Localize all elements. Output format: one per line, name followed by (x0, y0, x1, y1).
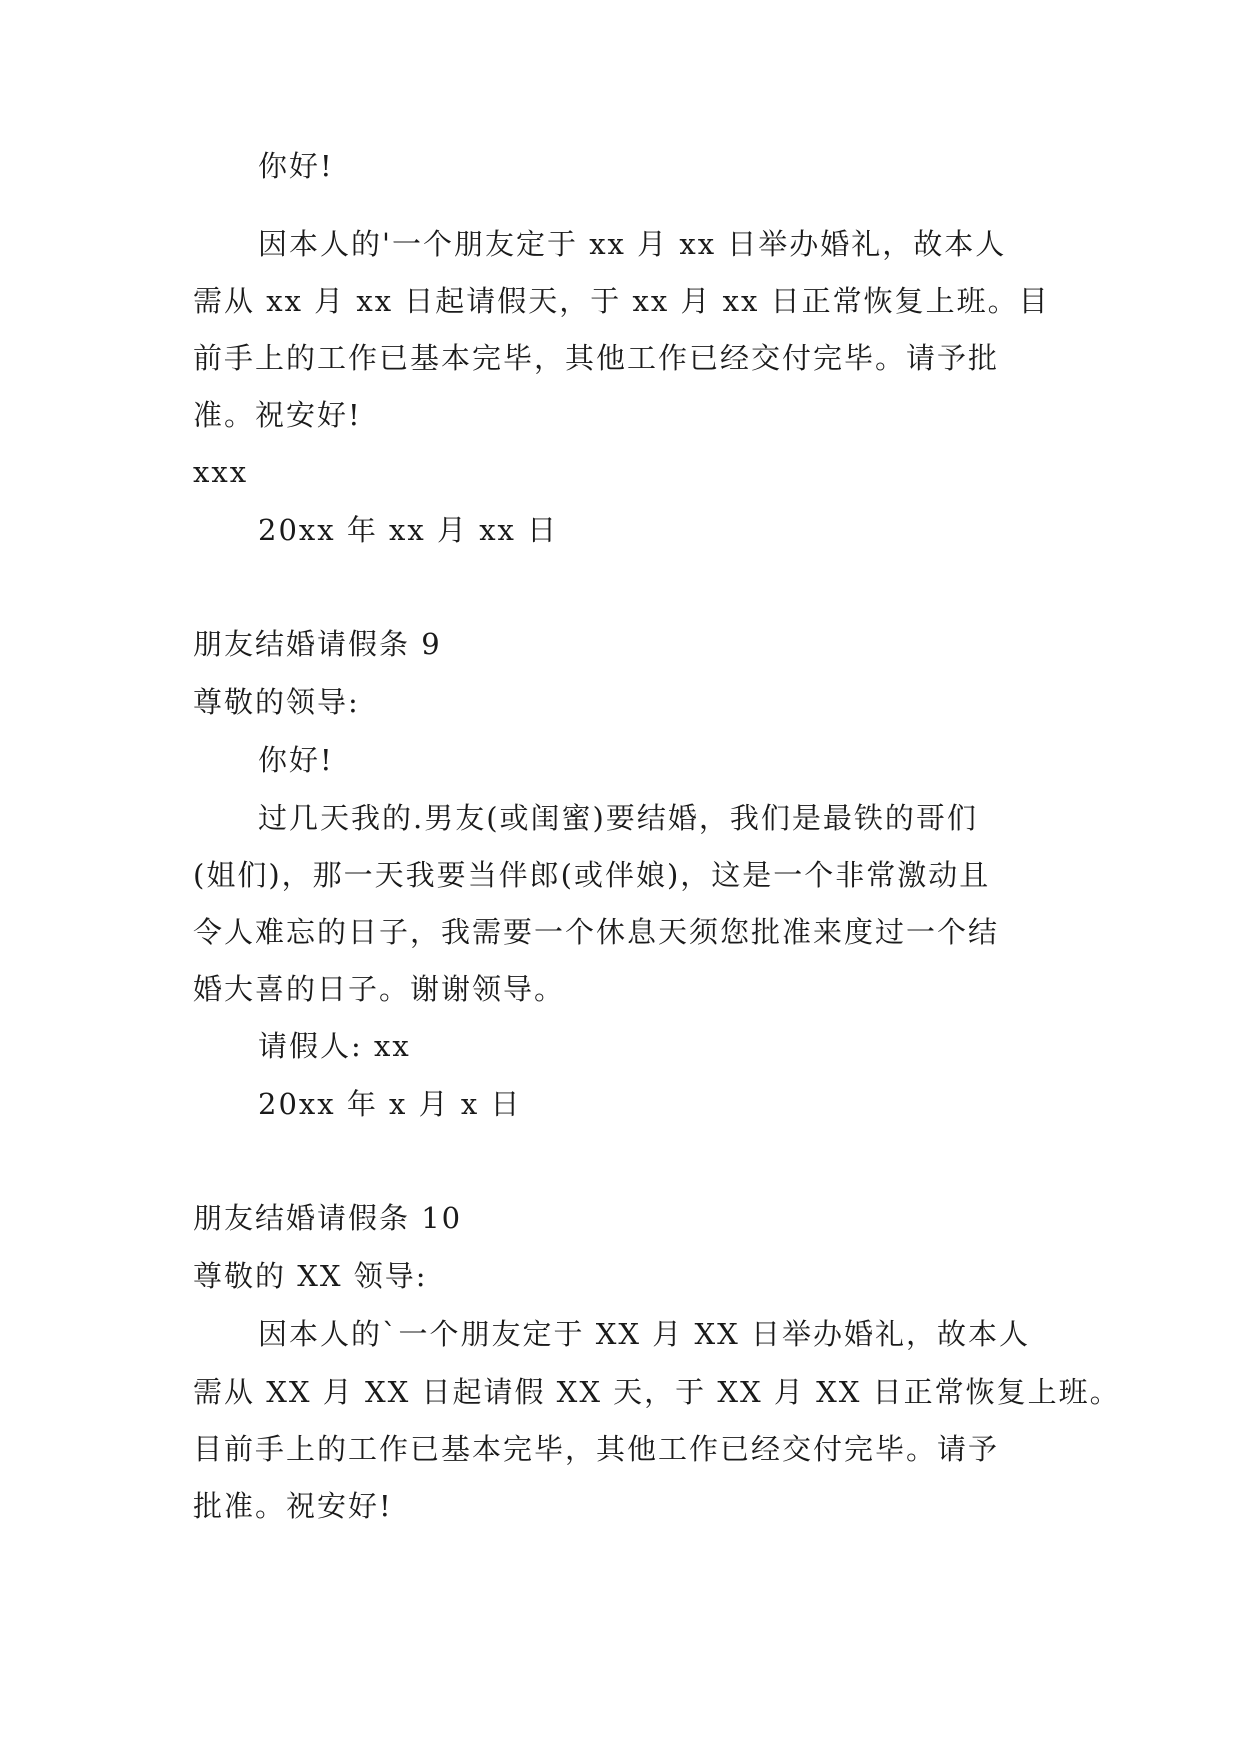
body-line: 目前手上的工作已基本完毕，其他工作已经交付完毕。请予 (193, 1432, 1000, 1466)
signature: xxx (193, 455, 249, 489)
date: 20xx 年 xx 月 xx 日 (258, 513, 559, 547)
greeting: 你好! (258, 149, 334, 183)
body-line: 因本人的`一个朋友定于 XX 月 XX 日举办婚礼，故本人 (258, 1317, 1030, 1351)
body-line: (姐们)，那一天我要当伴郎(或伴娘)，这是一个非常激动且 (193, 858, 991, 892)
greeting: 你好! (258, 743, 334, 777)
salutation: 尊敬的领导: (193, 685, 360, 719)
body-line: 需从 xx 月 xx 日起请假天，于 xx 月 xx 日正常恢复上班。目 (193, 284, 1050, 318)
body-line: 需从 XX 月 XX 日起请假 XX 天，于 XX 月 XX 日正常恢复上班。 (193, 1375, 1121, 1409)
body-line: 令人难忘的日子，我需要一个休息天须您批准来度过一个结 (193, 915, 1000, 949)
salutation: 尊敬的 XX 领导: (193, 1259, 428, 1293)
body-line: 批准。祝安好! (193, 1489, 393, 1523)
date: 20xx 年 x 月 x 日 (258, 1087, 522, 1121)
body-line: 前手上的工作已基本完毕，其他工作已经交付完毕。请予批 (193, 341, 1000, 375)
body-line: 因本人的'一个朋友定于 xx 月 xx 日举办婚礼，故本人 (258, 227, 1007, 261)
applicant: 请假人: xx (258, 1029, 411, 1063)
section-title: 朋友结婚请假条 10 (193, 1201, 463, 1235)
section-title: 朋友结婚请假条 9 (193, 627, 442, 661)
body-line: 过几天我的.男友(或闺蜜)要结婚，我们是最铁的哥们 (258, 801, 978, 835)
body-line: 准。祝安好! (193, 398, 362, 432)
body-line: 婚大喜的日子。谢谢领导。 (193, 972, 566, 1006)
